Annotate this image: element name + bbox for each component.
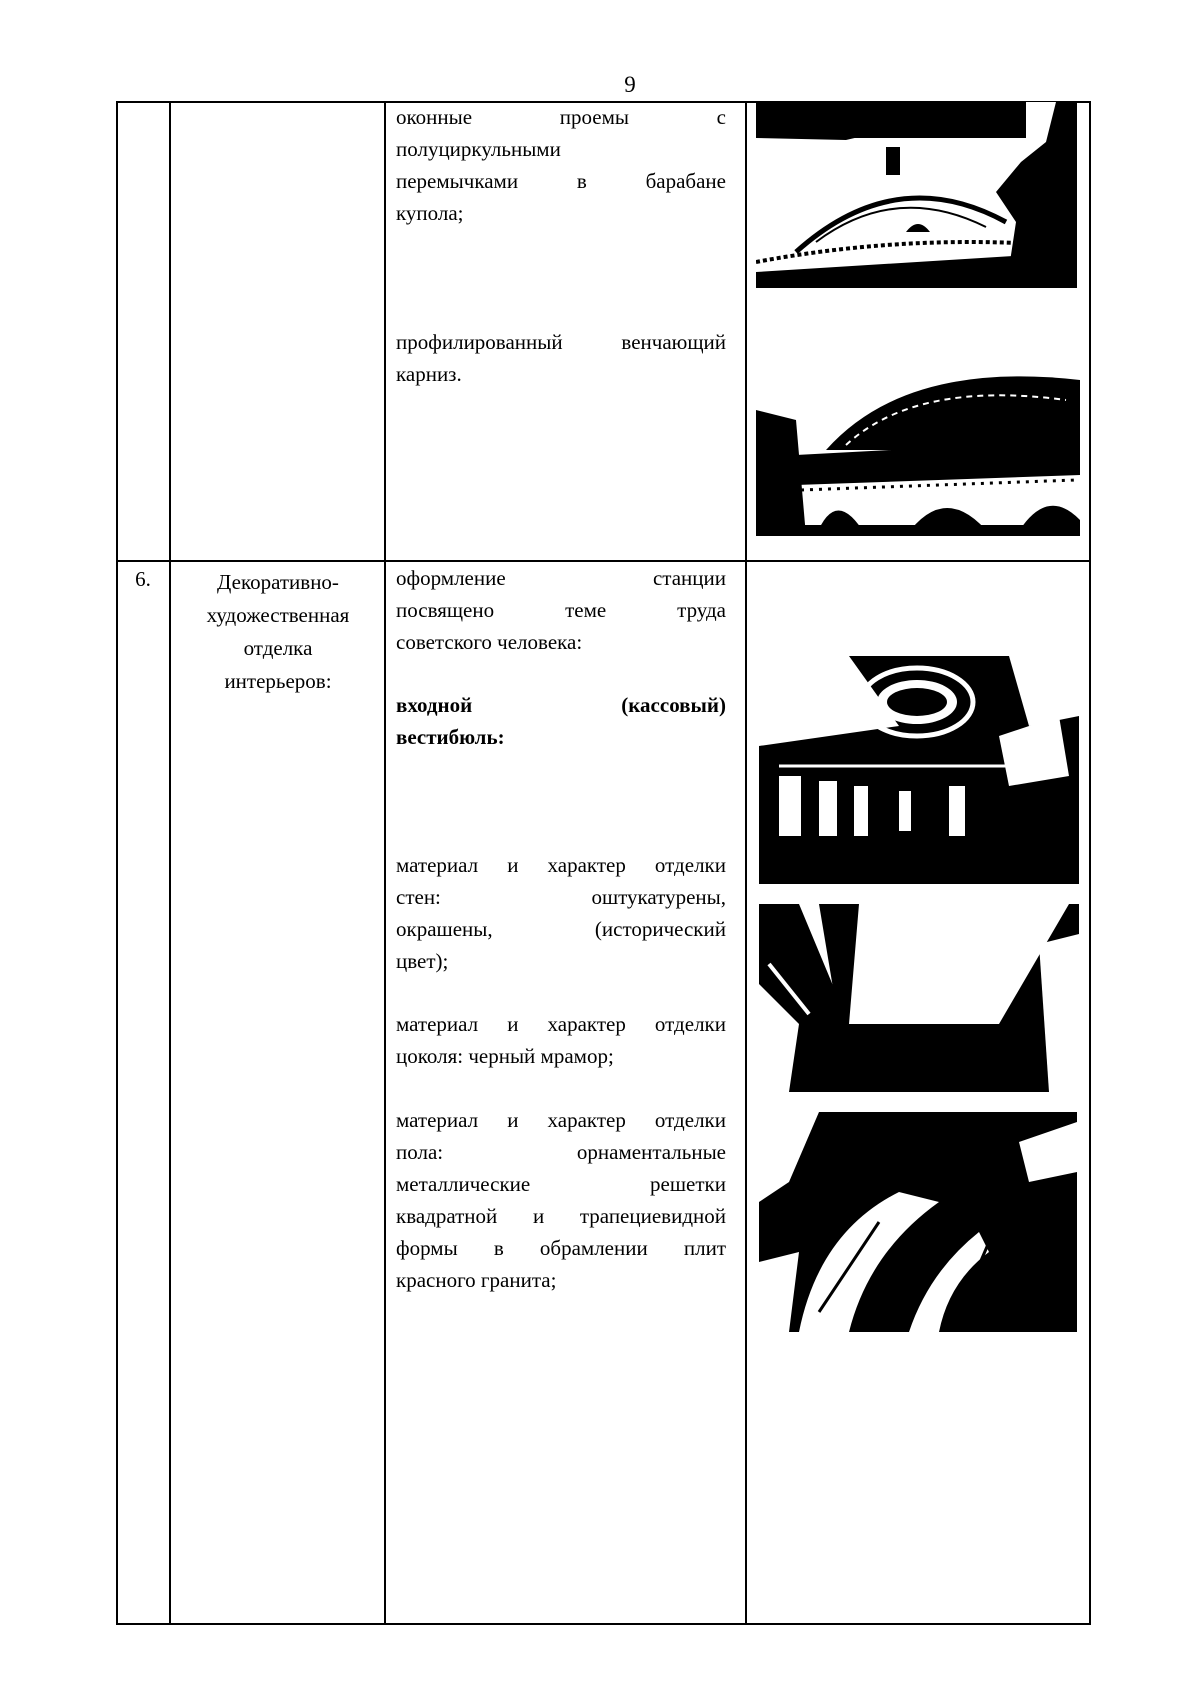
text-line: металлические решетки <box>396 1172 726 1196</box>
section-name <box>172 566 384 698</box>
table-left-border <box>116 101 118 1625</box>
text-line: художественная <box>206 603 350 627</box>
vestibule-floor-photo <box>759 1112 1077 1332</box>
text-line: формы в обрамлении плит <box>396 1236 726 1260</box>
cornice-text <box>396 326 726 390</box>
text-line: квадратной и трапециевидной <box>396 1204 726 1228</box>
walls-finish-text <box>396 849 726 977</box>
page-number: 9 <box>624 72 636 97</box>
table-right-border <box>1089 101 1091 1625</box>
text-line: входной (кассовый) <box>396 693 726 717</box>
text-line: красного гранита; <box>396 1268 557 1292</box>
vestibule-walls-photo <box>759 904 1079 1092</box>
dome-photo <box>756 102 1077 288</box>
text-line: материал и характер отделки <box>396 1108 726 1132</box>
floor-finish-text <box>396 1104 726 1296</box>
station-theme-text <box>396 562 726 658</box>
table-bottom-border <box>116 1623 1091 1625</box>
text-line: цвет); <box>396 949 449 973</box>
text-line: интерьеров: <box>224 669 332 693</box>
text-line: посвящено теме труда <box>396 598 726 622</box>
text-line: оконные проемы с <box>396 105 726 129</box>
row-number: 6. <box>135 567 151 591</box>
text-line: советского человека: <box>396 630 583 654</box>
text-line: Декоративно- <box>217 570 339 594</box>
dome-cornice-photo <box>756 340 1080 536</box>
text-line: окрашены, (исторический <box>396 917 726 941</box>
text-line: профилированный венчающий <box>396 330 726 354</box>
text-line: купола; <box>396 201 464 225</box>
text-line: отделка <box>243 636 313 660</box>
text-line: оформление станции <box>396 566 726 590</box>
column-divider-2 <box>384 101 386 1625</box>
text-line: материал и характер отделки <box>396 853 726 877</box>
text-line: материал и характер отделки <box>396 1012 726 1036</box>
plinth-finish-text <box>396 1008 726 1072</box>
text-line: полуциркульными <box>396 137 561 161</box>
text-line: вестибюль: <box>396 725 505 749</box>
text-line: пола: орнаментальные <box>396 1140 726 1164</box>
text-line: цоколя: черный мрамор; <box>396 1044 614 1068</box>
column-divider-1 <box>169 101 171 1625</box>
vestibule-chandelier-photo <box>759 656 1079 884</box>
text-line: перемычками в барабане <box>396 169 726 193</box>
text-line: стен: оштукатурены, <box>396 885 726 909</box>
column-divider-3 <box>745 101 747 1625</box>
vestibule-heading <box>396 689 726 753</box>
window-openings-text <box>396 101 726 229</box>
text-line: карниз. <box>396 362 462 386</box>
